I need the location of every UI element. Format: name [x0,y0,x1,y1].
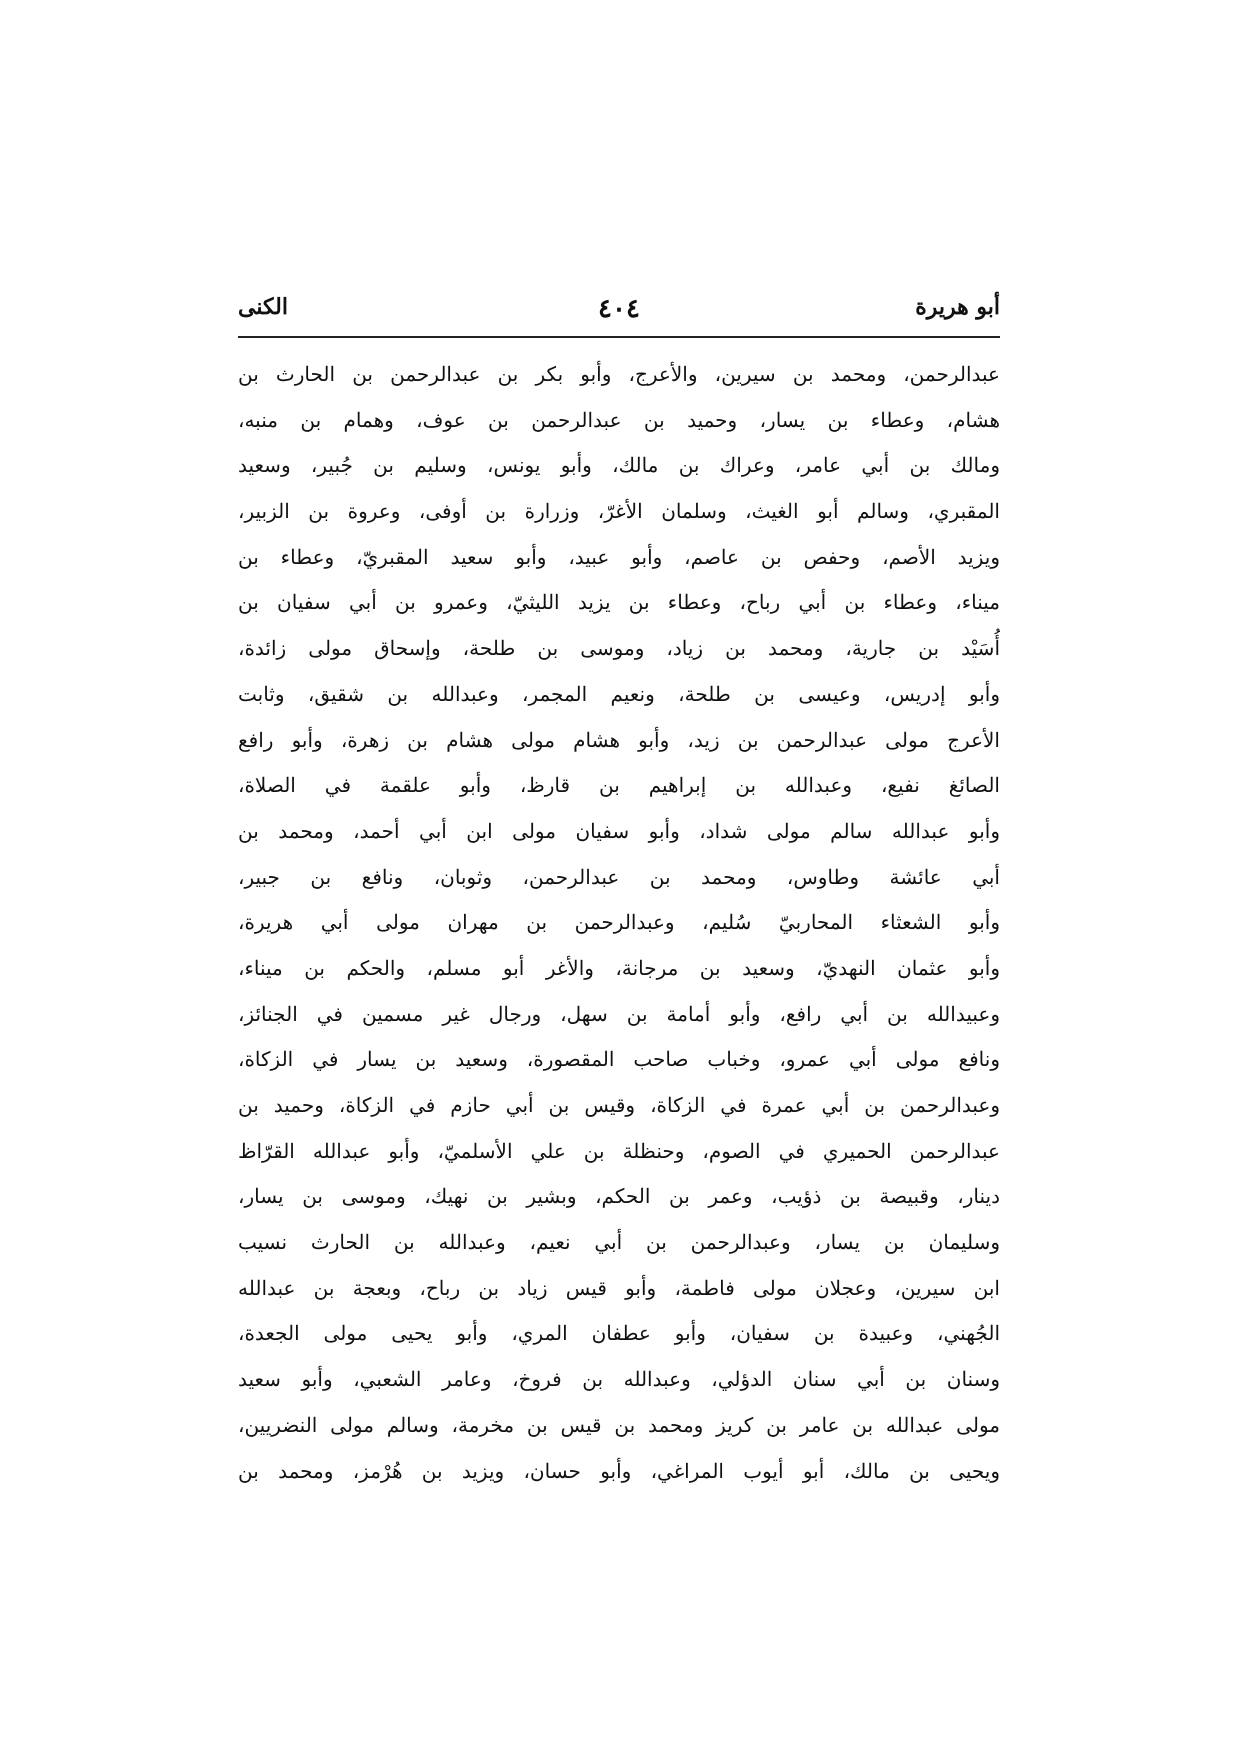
text-line: وأبو عثمان النهديّ، وسعيد بن مرجانة، والأغر أبو مسلم، والحكم بن ميناء، [238,955,1000,980]
text-line: ابن سيرين، وعجلان مولى فاطمة، وأبو قيس زياد بن رباح، وبعجة بن عبدالله [238,1275,1000,1300]
text-line: وسنان بن أبي سنان الدؤلي، وعبدالله بن فروخ، وعامر الشعبي، وأبو سعيد [238,1367,1000,1392]
text-line: عبدالرحمن الحميري في الصوم، وحنظلة بن علي الأسلميّ، وأبو عبدالله القرّاظ [238,1138,1000,1163]
text-line: وأبو الشعثاء المحاربيّ سُليم، وعبدالرحمن بن مهران مولى أبي هريرة، [238,910,1000,935]
text-line: وعبيدالله بن أبي رافع، وأبو أمامة بن سهل، ورجال غير مسمين في الجنائز، [238,1001,1000,1026]
text-line: ويحيى بن مالك، أبو أيوب المراغي، وأبو حسان، ويزيد بن هُرْمز، ومحمد بن [238,1458,1000,1483]
text-line: دينار، وقبيصة بن ذؤيب، وعمر بن الحكم، وبشير بن نهيك، وموسى بن يسار، [238,1184,1000,1209]
text-line: أُسَيْد بن جارية، ومحمد بن زياد، وموسى بن طلحة، وإسحاق مولى زائدة، [238,636,1000,661]
body-text [238,352,1000,1494]
text-line: ويزيد الأصم، وحفص بن عاصم، وأبو عبيد، وأبو سعيد المقبريّ، وعطاء بن [238,544,1000,569]
page-number: ٤٠٤ [598,294,640,324]
text-line: ميناء، وعطاء بن أبي رباح، وعطاء بن يزيد الليثيّ، وعمرو بن أبي سفيان بن [238,590,1000,615]
page-header [238,294,1000,334]
text-line: الصائغ نفيع، وعبدالله بن إبراهيم بن قارظ، وأبو علقمة في الصلاة، [238,773,1000,798]
text-line: عبدالرحمن، ومحمد بن سيرين، والأعرج، وأبو بكر بن عبدالرحمن بن الحارث بن [238,362,1000,386]
text-line: وسليمان بن يسار، وعبدالرحمن بن أبي نعيم، وعبدالله بن الحارث نسيب [238,1230,1000,1255]
text-line: وعبدالرحمن بن أبي عمرة في الزكاة، وقيس بن أبي حازم في الزكاة، وحميد بن [238,1093,1000,1117]
running-head-section: الكنى [238,294,288,320]
running-head-name: أبو هريرة [915,294,1000,320]
text-line: مولى عبدالله بن عامر بن كريز ومحمد بن قيس بن مخرمة، وسالم مولى النضريين، [238,1412,1000,1437]
text-line: هشام، وعطاء بن يسار، وحميد بن عبدالرحمن بن عوف، وهمام بن منبه، [238,407,1000,432]
header-rule [238,336,1000,338]
text-line: ونافع مولى أبي عمرو، وخباب صاحب المقصورة، وسعيد بن يسار في الزكاة، [238,1047,1000,1072]
text-line: الجُهني، وعبيدة بن سفيان، وأبو عطفان المري، وأبو يحيى مولى الجعدة، [238,1321,1000,1346]
text-line: ومالك بن أبي عامر، وعراك بن مالك، وأبو يونس، وسليم بن جُبير، وسعيد [238,453,1000,478]
text-line: أبي عائشة وطاوس، ومحمد بن عبدالرحمن، وثوبان، ونافع بن جبير، [238,864,1000,889]
text-line: وأبو إدريس، وعيسى بن طلحة، ونعيم المجمر، وعبدالله بن شقيق، وثابت [238,681,1000,706]
text-line: وأبو عبدالله سالم مولى شداد، وأبو سفيان مولى ابن أبي أحمد، ومحمد بن [238,818,1000,843]
text-line: المقبري، وسالم أبو الغيث، وسلمان الأغرّ، وزرارة بن أوفى، وعروة بن الزبير، [238,499,1000,524]
text-line: الأعرج مولى عبدالرحمن بن زيد، وأبو هشام مولى هشام بن زهرة، وأبو رافع [238,727,1000,752]
